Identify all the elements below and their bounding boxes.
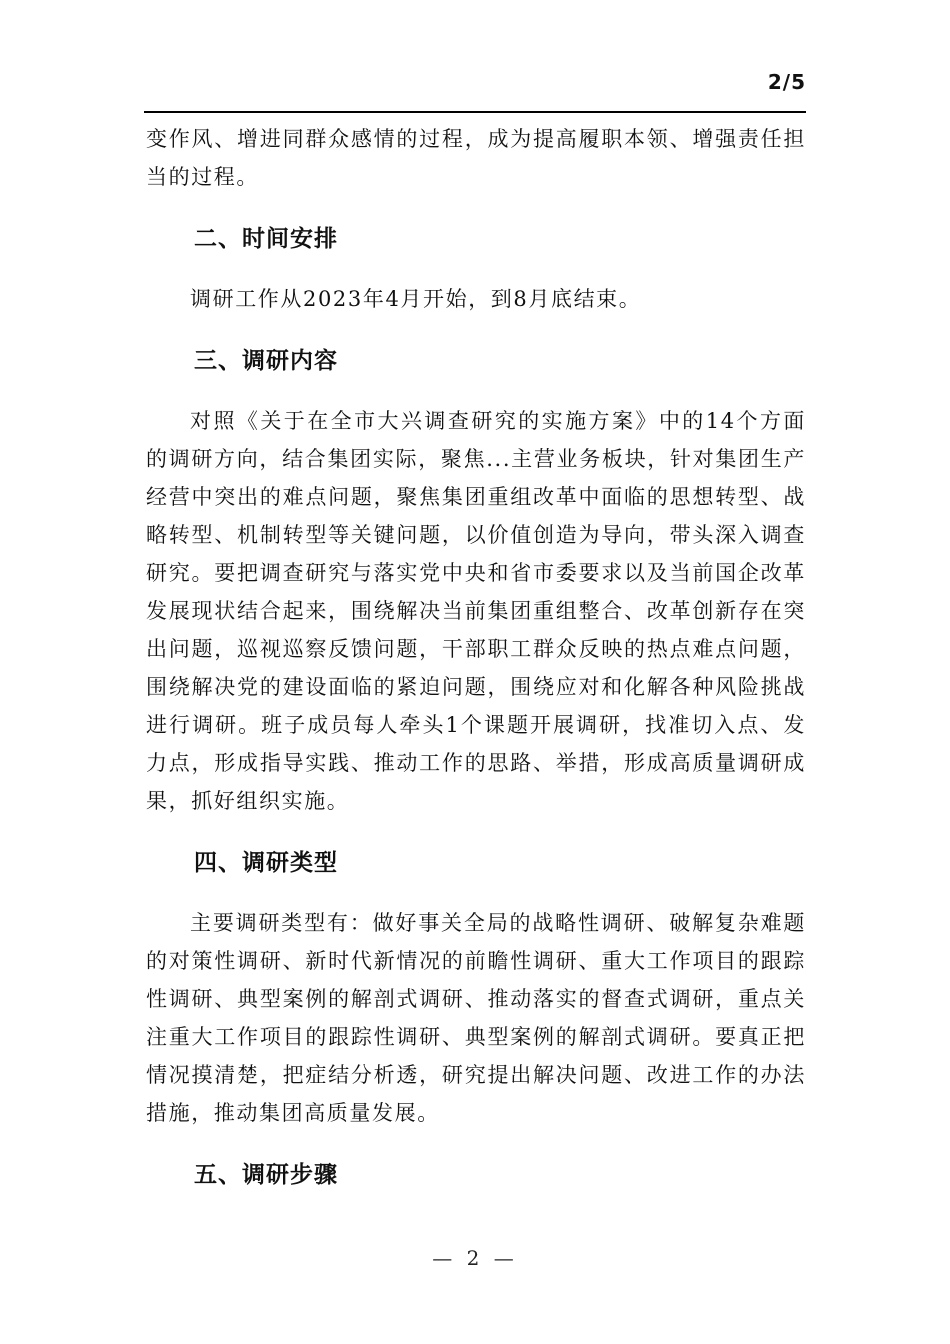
- section-paragraph-schedule: 调研工作从2023年4月开始，到8月底结束。: [190, 287, 642, 311]
- section-heading-schedule: 二、时间安排: [194, 226, 338, 252]
- section-heading-types: 四、调研类型: [194, 850, 338, 876]
- page-counter: 2/5: [767, 70, 806, 94]
- continuation-paragraph: 变作风、增进同群众感情的过程，成为提高履职本领、增强责任担当的过程。: [146, 127, 806, 189]
- section-paragraph-content: 对照《关于在全市大兴调查研究的实施方案》中的14个方面的调研方向，结合集团实际，聚焦...主营业务板块，针对集团生产经营中突出的难点问题，聚焦集团重组改革中面临的思想转型、战略转型、机制转型等关键问题，以价值创造为导向，带头深入调查研究。要把调查研究与落实党中央和省市委要求以及当前国企改革发展现状结合起来，围绕解决当前集团重组整合、改革创新存在突出问题，巡视巡察反馈问题，干部职工群众反映的热点难点问题，围绕解决党的建设面临的紧迫问题，围绕应对和化解各种风险挑战进行调研。班子成员每人牵头1个课题开展调研，找准切入点、发力点，形成指导实践、推动工作的思路、举措，形成高质量调研成果，抓好组织实施。: [146, 409, 806, 813]
- section-paragraph-types: 主要调研类型有：做好事关全局的战略性调研、破解复杂难题的对策性调研、新时代新情况的前瞻性调研、重大工作项目的跟踪性调研、典型案例的解剖式调研、推动落实的督查式调研，重点关注重大工作项目的跟踪性调研、典型案例的解剖式调研。要真正把情况摸清楚，把症结分析透，研究提出解决问题、改进工作的办法措施，推动集团高质量发展。: [146, 911, 806, 1125]
- footer-page-number: — 2 —: [432, 1246, 518, 1270]
- section-heading-steps: 五、调研步骤: [194, 1162, 338, 1188]
- header-rule: [144, 111, 806, 113]
- document-body: [146, 120, 806, 1194]
- section-heading-content: 三、调研内容: [194, 348, 338, 374]
